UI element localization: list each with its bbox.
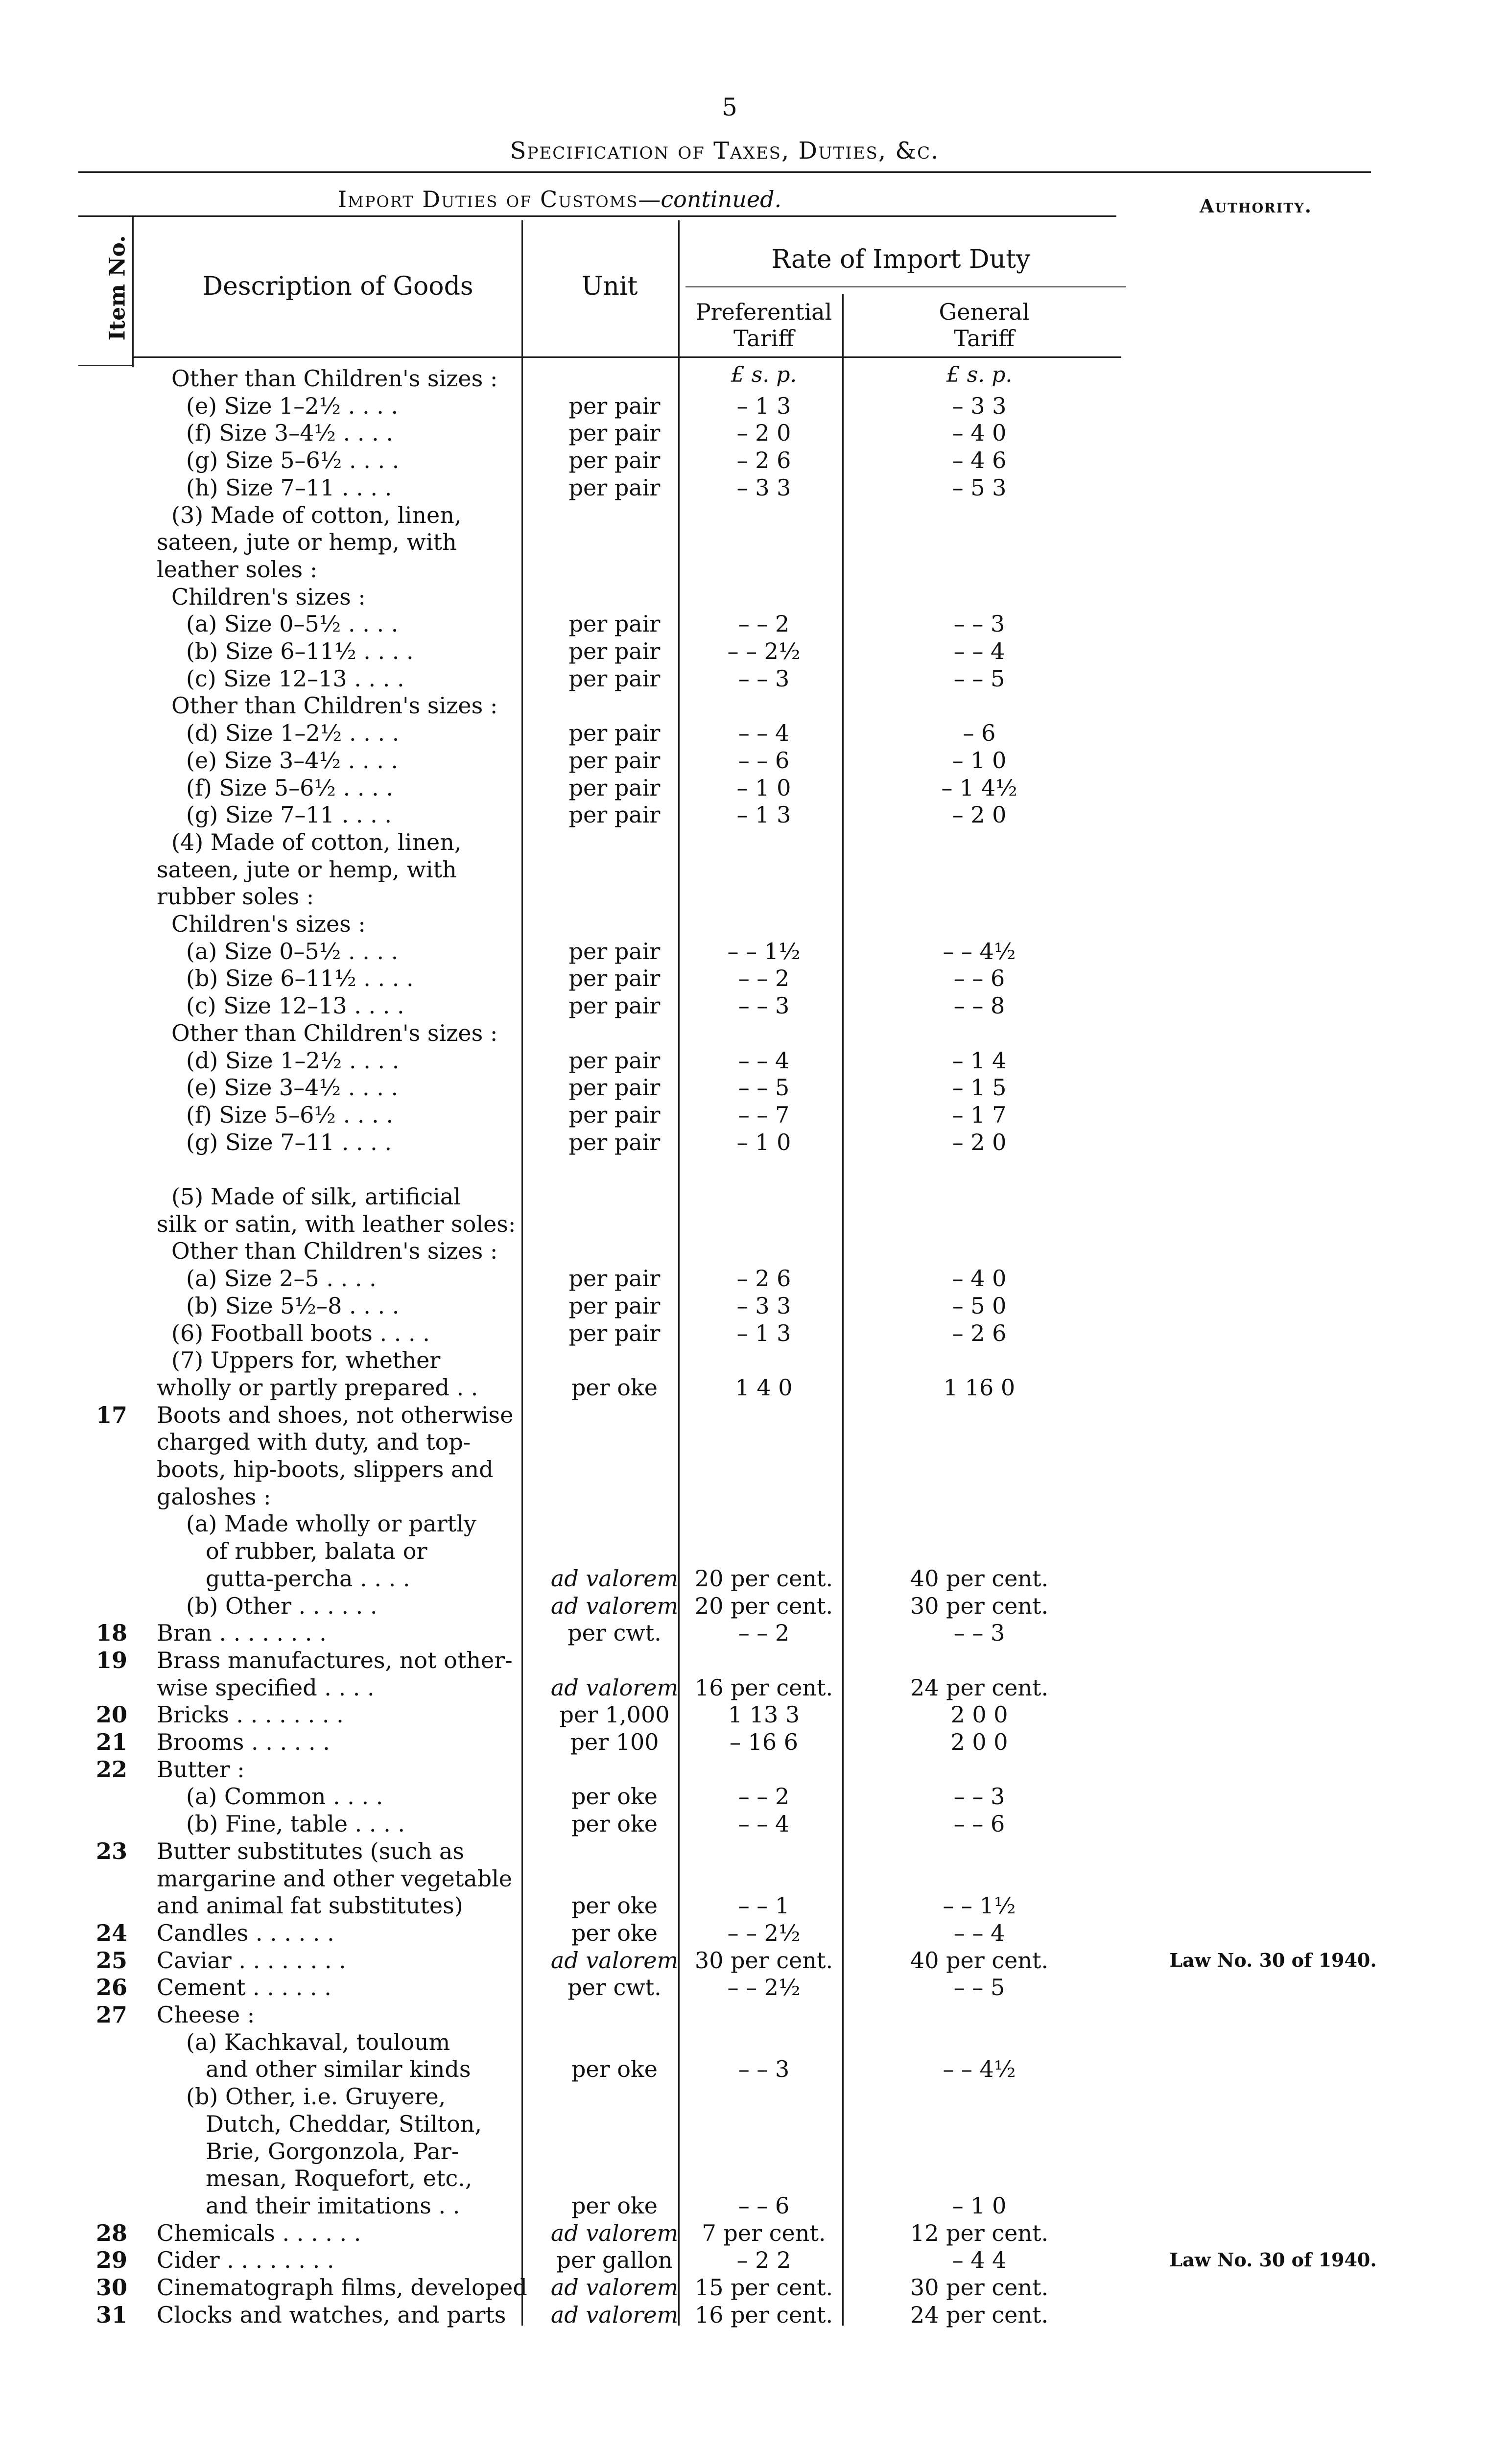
preferential-rate: – – 1 — [738, 1892, 790, 1919]
preferential-rate: – – 2½ — [727, 1920, 801, 1946]
goods-description: Dutch, Cheddar, Stilton, — [206, 2111, 482, 2137]
goods-description: (6) Football boots . . . . — [171, 1320, 430, 1346]
unit-cell: per pair — [568, 665, 661, 692]
goods-description: (b) Size 5½–8 . . . . — [186, 1293, 400, 1319]
unit-cell: per oke — [571, 1783, 658, 1810]
unit-cell: ad valorem — [550, 1947, 679, 1974]
preferential-rate: – – 4 — [738, 720, 790, 746]
general-rate: 30 per cent. — [910, 1593, 1049, 1619]
goods-description: Bran . . . . . . . . — [157, 1620, 327, 1646]
unit-cell: per pair — [568, 420, 661, 446]
unit-cell: per pair — [568, 992, 661, 1019]
general-rate: – 4 6 — [952, 447, 1007, 473]
currency-pref: £ s. p. — [731, 362, 797, 387]
preferential-rate: – – 6 — [738, 747, 790, 774]
goods-description: Cheese : — [157, 2001, 255, 2028]
unit-cell: ad valorem — [550, 2274, 679, 2301]
preferential-rate: – – 2½ — [727, 1974, 801, 2001]
general-rate: – – 4½ — [943, 2056, 1016, 2082]
goods-description: (f) Size 5–6½ . . . . — [186, 1102, 393, 1128]
item-number: 26 — [95, 1974, 127, 2001]
header-rate: Rate of Import Duty — [771, 245, 1031, 274]
preferential-rate: – 2 2 — [736, 2247, 791, 2273]
preferential-rate: – – 3 — [738, 992, 790, 1019]
general-rate: – 1 4 — [952, 1047, 1007, 1074]
goods-description: Other than Children's sizes : — [171, 365, 498, 392]
unit-cell: per pair — [568, 747, 661, 774]
item-number: 25 — [95, 1947, 127, 1974]
general-rate: – 1 4½ — [941, 775, 1017, 801]
preferential-rate: – 1 0 — [736, 775, 791, 801]
preferential-rate: – 16 6 — [729, 1729, 799, 1755]
goods-description: (a) Common . . . . — [186, 1783, 383, 1810]
unit-cell: ad valorem — [550, 1593, 679, 1619]
unit-cell: per 1,000 — [559, 1701, 670, 1728]
goods-description: (g) Size 7–11 . . . . — [186, 1129, 392, 1155]
general-rate: 12 per cent. — [910, 2220, 1049, 2246]
unit-cell: per gallon — [556, 2247, 673, 2273]
goods-description: Brie, Gorgonzola, Par- — [206, 2138, 459, 2165]
general-rate: 24 per cent. — [910, 1674, 1049, 1701]
item-number: 24 — [95, 1920, 127, 1946]
goods-description: margarine and other vegetable — [157, 1865, 513, 1892]
preferential-rate: – – 4 — [738, 1047, 790, 1074]
general-rate: 40 per cent. — [910, 1565, 1049, 1592]
goods-description: (h) Size 7–11 . . . . — [186, 474, 392, 501]
item-number: 27 — [95, 2001, 127, 2028]
goods-description: Other than Children's sizes : — [171, 1020, 498, 1046]
preferential-rate: 1 4 0 — [735, 1374, 793, 1401]
item-number: 31 — [95, 2302, 127, 2328]
header-item-no-text: Item No. — [105, 235, 130, 341]
goods-description: (e) Size 1–2½ . . . . — [186, 393, 399, 419]
preferential-rate: – – 3 — [738, 665, 790, 692]
goods-description: (b) Other, i.e. Gruyere, — [186, 2083, 446, 2110]
unit-cell: per cwt. — [567, 1620, 662, 1646]
preferential-rate: 16 per cent. — [694, 1674, 833, 1701]
preferential-rate: 1 13 3 — [728, 1701, 800, 1728]
goods-description: (f) Size 3–4½ . . . . — [186, 420, 393, 446]
preferential-rate: – – 3 — [738, 2056, 790, 2082]
item-number: 20 — [95, 1701, 127, 1728]
goods-description: (5) Made of silk, artificial — [171, 1183, 461, 1210]
unit-cell: per pair — [568, 965, 661, 991]
goods-description: (a) Size 2–5 . . . . — [186, 1265, 377, 1292]
preferential-rate: 7 per cent. — [702, 2220, 826, 2246]
header-left-rule — [78, 365, 132, 366]
authority-note: Law No. 30 of 1940. — [1169, 1949, 1377, 1971]
goods-description: wholly or partly prepared . . — [157, 1374, 478, 1401]
general-rate: – – 4 — [953, 638, 1005, 664]
general-rate: – 2 0 — [952, 1129, 1007, 1155]
goods-description: Children's sizes : — [171, 584, 366, 610]
general-rate: – 1 0 — [952, 2192, 1007, 2219]
general-rate: 1 16 0 — [943, 1374, 1016, 1401]
goods-description: leather soles : — [157, 556, 318, 583]
goods-description: (4) Made of cotton, linen, — [171, 829, 462, 855]
general-rate: – – 5 — [953, 665, 1005, 692]
unit-cell: per pair — [568, 447, 661, 473]
goods-description: Caviar . . . . . . . . — [157, 1947, 346, 1974]
general-rate: 40 per cent. — [910, 1947, 1049, 1974]
unit-cell: ad valorem — [550, 2302, 679, 2328]
goods-description: (g) Size 5–6½ . . . . — [186, 447, 400, 473]
preferential-rate: – 3 3 — [736, 1293, 791, 1319]
item-number: 22 — [95, 1756, 127, 1783]
goods-description: and their imitations . . — [206, 2192, 460, 2219]
goods-description: Brass manufactures, not other- — [157, 1647, 513, 1673]
general-rate: – 2 0 — [952, 801, 1007, 828]
unit-cell: per 100 — [570, 1729, 659, 1755]
goods-description: galoshes : — [157, 1483, 271, 1510]
preferential-rate: – – 7 — [738, 1102, 790, 1128]
item-number: 28 — [95, 2220, 127, 2246]
unit-cell: per pair — [568, 1102, 661, 1128]
goods-description: mesan, Roquefort, etc., — [206, 2165, 472, 2191]
unit-cell: per oke — [571, 2192, 658, 2219]
preferential-rate: – 1 3 — [736, 393, 791, 419]
col-rule-item — [132, 215, 134, 367]
running-title: Specification of Taxes, Duties, &c. — [510, 137, 940, 165]
unit-cell: per pair — [568, 1293, 661, 1319]
goods-description: Brooms . . . . . . — [157, 1729, 330, 1755]
general-rate: – – 1½ — [943, 1892, 1016, 1919]
goods-description: (b) Fine, table . . . . — [186, 1811, 405, 1837]
unit-cell: per pair — [568, 393, 661, 419]
page-number: 5 — [722, 93, 737, 121]
preferential-rate: – – 1½ — [727, 938, 801, 965]
preferential-rate: – – 6 — [738, 2192, 790, 2219]
goods-description: Bricks . . . . . . . . — [157, 1701, 344, 1728]
general-rate: 30 per cent. — [910, 2274, 1049, 2301]
item-number: 21 — [95, 1729, 127, 1755]
preferential-rate: – – 2 — [738, 1783, 790, 1810]
general-rate: – – 3 — [953, 611, 1005, 637]
currency-gen: £ s. p. — [946, 362, 1013, 387]
unit-cell: per oke — [571, 1811, 658, 1837]
general-rate: 2 0 0 — [950, 1729, 1008, 1755]
goods-description: gutta-percha . . . . — [206, 1565, 410, 1592]
general-rate: – 5 3 — [952, 474, 1007, 501]
goods-description: sateen, jute or hemp, with — [157, 529, 457, 555]
goods-description: Cement . . . . . . — [157, 1974, 331, 2001]
general-rate: – 6 — [963, 720, 996, 746]
preferential-rate: – – 2 — [738, 965, 790, 991]
goods-description: (f) Size 5–6½ . . . . — [186, 775, 393, 801]
preferential-rate: – 1 3 — [736, 1320, 791, 1346]
header-preferential: Preferential Tariff — [695, 299, 832, 352]
goods-description: Children's sizes : — [171, 911, 366, 937]
goods-description: wise specified . . . . — [157, 1674, 375, 1701]
preferential-rate: – – 2½ — [727, 638, 801, 664]
unit-cell: ad valorem — [550, 1674, 679, 1701]
goods-description: (a) Made wholly or partly — [186, 1510, 476, 1537]
goods-description: Other than Children's sizes : — [171, 1238, 498, 1264]
section-title-continued: —continued. — [638, 186, 782, 212]
general-rate: – 1 5 — [952, 1074, 1007, 1101]
unit-cell: per pair — [568, 1074, 661, 1101]
goods-description: Cider . . . . . . . . — [157, 2247, 334, 2273]
unit-cell: per oke — [571, 1920, 658, 1946]
goods-description: (c) Size 12–13 . . . . — [186, 665, 404, 692]
general-rate: – – 4½ — [943, 938, 1016, 965]
goods-description: charged with duty, and top- — [157, 1429, 471, 1455]
general-rate: 24 per cent. — [910, 2302, 1049, 2328]
unit-cell: per oke — [571, 1892, 658, 1919]
general-rate: – – 3 — [953, 1783, 1005, 1810]
goods-description: (3) Made of cotton, linen, — [171, 502, 462, 528]
preferential-rate: 16 per cent. — [694, 2302, 833, 2328]
section-title-wrap — [338, 186, 781, 212]
general-rate: – 4 4 — [952, 2247, 1007, 2273]
general-rate: – 1 7 — [952, 1102, 1007, 1128]
unit-cell: per pair — [568, 474, 661, 501]
authority-note: Law No. 30 of 1940. — [1169, 2249, 1377, 2271]
item-number: 29 — [95, 2247, 127, 2273]
preferential-rate: – 3 3 — [736, 474, 791, 501]
preferential-rate: – 2 0 — [736, 420, 791, 446]
preferential-rate: – – 2 — [738, 611, 790, 637]
preferential-rate: – 1 3 — [736, 801, 791, 828]
unit-cell: ad valorem — [550, 1565, 679, 1592]
section-title: Import Duties of Customs — [338, 186, 638, 212]
unit-cell: per pair — [568, 801, 661, 828]
goods-description: Candles . . . . . . — [157, 1920, 334, 1946]
goods-description: (d) Size 1–2½ . . . . — [186, 1047, 400, 1074]
general-rate: – – 3 — [953, 1620, 1005, 1646]
general-rate: – – 6 — [953, 1811, 1005, 1837]
general-rate: – – 5 — [953, 1974, 1005, 2001]
header-rate-rule — [685, 286, 1126, 287]
goods-description: (b) Other . . . . . . — [186, 1593, 378, 1619]
preferential-rate: 30 per cent. — [694, 1947, 833, 1974]
preferential-rate: – 1 0 — [736, 1129, 791, 1155]
preferential-rate: – 2 6 — [736, 447, 791, 473]
goods-description: (b) Size 6–11½ . . . . — [186, 965, 414, 991]
goods-description: (b) Size 6–11½ . . . . — [186, 638, 414, 664]
item-number: 18 — [95, 1620, 127, 1646]
preferential-rate: – – 2 — [738, 1620, 790, 1646]
header-description: Description of Goods — [202, 272, 473, 301]
general-rate: – 2 6 — [952, 1320, 1007, 1346]
header-bottom-rule — [132, 356, 1121, 358]
goods-description: Chemicals . . . . . . — [157, 2220, 361, 2246]
general-rate: – 1 0 — [952, 747, 1007, 774]
goods-description: silk or satin, with leather soles: — [157, 1211, 516, 1237]
preferential-rate: – – 4 — [738, 1811, 790, 1837]
goods-description: boots, hip-boots, slippers and — [157, 1456, 494, 1483]
unit-cell: per pair — [568, 1265, 661, 1292]
authority-header: Authority. — [1200, 195, 1312, 217]
preferential-rate: 20 per cent. — [694, 1565, 833, 1592]
goods-description: (a) Size 0–5½ . . . . — [186, 611, 399, 637]
preferential-rate: – – 5 — [738, 1074, 790, 1101]
goods-description: (a) Kachkaval, touloum — [186, 2029, 450, 2055]
header-unit: Unit — [581, 272, 638, 301]
unit-cell: per oke — [571, 1374, 658, 1401]
goods-description: Butter substitutes (such as — [157, 1838, 464, 1864]
goods-description: of rubber, balata or — [206, 1538, 427, 1564]
general-rate: – 3 3 — [952, 393, 1007, 419]
item-number: 23 — [95, 1838, 127, 1864]
unit-cell: per pair — [568, 638, 661, 664]
goods-description: (c) Size 12–13 . . . . — [186, 992, 404, 1019]
goods-description: Butter : — [157, 1756, 245, 1783]
goods-description: Other than Children's sizes : — [171, 692, 498, 719]
unit-cell: per pair — [568, 1320, 661, 1346]
item-number: 19 — [95, 1647, 127, 1673]
goods-description: (7) Uppers for, whether — [171, 1347, 441, 1373]
goods-description: (a) Size 0–5½ . . . . — [186, 938, 399, 965]
unit-cell: per cwt. — [567, 1974, 662, 2001]
general-rate: – – 6 — [953, 965, 1005, 991]
preferential-rate: – 2 6 — [736, 1265, 791, 1292]
preferential-rate: 15 per cent. — [694, 2274, 833, 2301]
goods-description: (d) Size 1–2½ . . . . — [186, 720, 400, 746]
general-rate: – – 8 — [953, 992, 1005, 1019]
goods-description: (e) Size 3–4½ . . . . — [186, 1074, 399, 1101]
unit-cell: per pair — [568, 775, 661, 801]
header-general: General Tariff — [939, 299, 1030, 352]
goods-description: Boots and shoes, not otherwise — [157, 1402, 514, 1428]
preferential-rate: 20 per cent. — [694, 1593, 833, 1619]
header-top-rule — [78, 215, 1116, 217]
goods-description: (e) Size 3–4½ . . . . — [186, 747, 399, 774]
general-rate: – 4 0 — [952, 1265, 1007, 1292]
goods-description: and other similar kinds — [206, 2056, 471, 2082]
unit-cell: per pair — [568, 1129, 661, 1155]
unit-cell: per pair — [568, 611, 661, 637]
goods-description: Clocks and watches, and parts — [157, 2302, 506, 2328]
goods-description: (g) Size 7–11 . . . . — [186, 801, 392, 828]
unit-cell: per pair — [568, 938, 661, 965]
unit-cell: per pair — [568, 1047, 661, 1074]
goods-description: and animal fat substitutes) — [157, 1892, 463, 1919]
unit-cell: per pair — [568, 720, 661, 746]
unit-cell: ad valorem — [550, 2220, 679, 2246]
goods-description: Cinematograph films, developed — [157, 2274, 527, 2301]
unit-cell: per oke — [571, 2056, 658, 2082]
general-rate: – 5 0 — [952, 1293, 1007, 1319]
item-number: 17 — [95, 1402, 127, 1428]
top-rule — [78, 171, 1371, 173]
general-rate: 2 0 0 — [950, 1701, 1008, 1728]
header-item-no — [105, 235, 130, 341]
goods-description: rubber soles : — [157, 883, 314, 910]
general-rate: – – 4 — [953, 1920, 1005, 1946]
goods-description: sateen, jute or hemp, with — [157, 856, 457, 883]
item-number: 30 — [95, 2274, 127, 2301]
general-rate: – 4 0 — [952, 420, 1007, 446]
